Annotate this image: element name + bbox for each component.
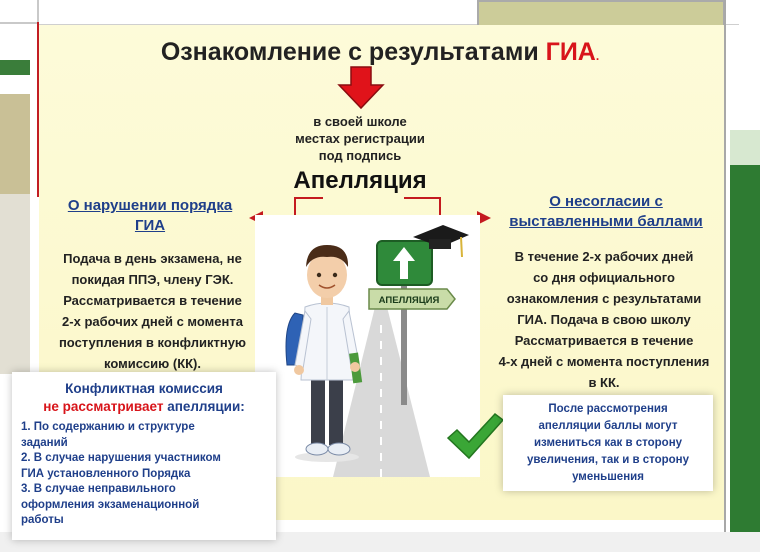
list-item: ГИА установленного Порядка — [21, 467, 191, 480]
after-review-card — [503, 395, 713, 491]
right-body-line: 4-х дней с момента поступления — [498, 354, 710, 369]
list-item: работы — [21, 514, 64, 526]
checkmark-icon — [445, 410, 505, 462]
appeals-text: апелляции: — [163, 399, 245, 414]
after-review-line: измениться как в сторону — [533, 437, 683, 449]
right-body-line: ознакомления с результатами — [506, 291, 702, 306]
left-body — [40, 248, 265, 374]
right-heading-line: выставленными баллами — [509, 213, 703, 230]
right-heading-line: О несогласии с — [549, 193, 663, 210]
left-body-line: 2-х рабочих дней с момента — [62, 314, 243, 329]
right-body-line: ГИА. Подача в свою школу — [517, 312, 691, 327]
registration-line: в своей школе — [313, 114, 407, 129]
left-heading — [45, 196, 255, 236]
after-review-line: уменьшения — [572, 471, 644, 483]
appeal-heading: Апелляция — [293, 167, 427, 194]
left-heading-line: О нарушении порядка — [67, 197, 233, 214]
list-item: оформления экзаменационной — [21, 498, 200, 511]
right-body — [473, 246, 735, 393]
conflict-commission-title — [12, 380, 276, 416]
list-item: 3. В случае неправильного — [21, 483, 176, 495]
title-dot: . — [595, 49, 600, 63]
left-heading-line: ГИА — [134, 217, 166, 234]
right-body-line: со дня официального — [533, 270, 675, 285]
exclusion-list — [21, 420, 271, 529]
after-review-line: апелляции баллы могут — [538, 420, 678, 432]
list-item: заданий — [21, 436, 68, 449]
right-heading — [488, 192, 724, 232]
left-body-line: Подача в день экзамена, не — [63, 251, 242, 266]
commission-name: Конфликтная комиссия — [65, 381, 223, 396]
left-body-line: комиссию (КК). — [103, 356, 202, 371]
right-body-line: в КК. — [588, 375, 620, 390]
title-accent: ГИА — [545, 38, 596, 66]
after-review-line: После рассмотрения — [548, 403, 668, 415]
conflict-commission-card — [12, 372, 276, 540]
sign-label: АПЕЛЛЯЦИЯ — [378, 295, 440, 306]
not-considered-text: не рассматривает — [43, 399, 164, 414]
right-body-line: Рассматривается в течение — [514, 333, 694, 348]
title-main: Ознакомление с результатами — [160, 38, 546, 66]
left-body-line: поступления в конфликтную — [58, 335, 247, 350]
after-review-text — [503, 401, 713, 486]
left-body-line: Рассматривается в течение — [63, 293, 242, 308]
left-body-line: покидая ППЭ, члену ГЭК. — [71, 272, 234, 287]
after-review-line: увеличения, так и в сторону — [526, 454, 690, 466]
registration-line: под подпись — [318, 148, 402, 163]
registration-line: местах регистрации — [295, 131, 425, 146]
list-item: 2. В случае нарушения участником — [21, 452, 221, 464]
list-item: 1. По содержанию и структуре — [21, 421, 195, 433]
right-body-line: В течение 2-х рабочих дней — [514, 249, 694, 264]
